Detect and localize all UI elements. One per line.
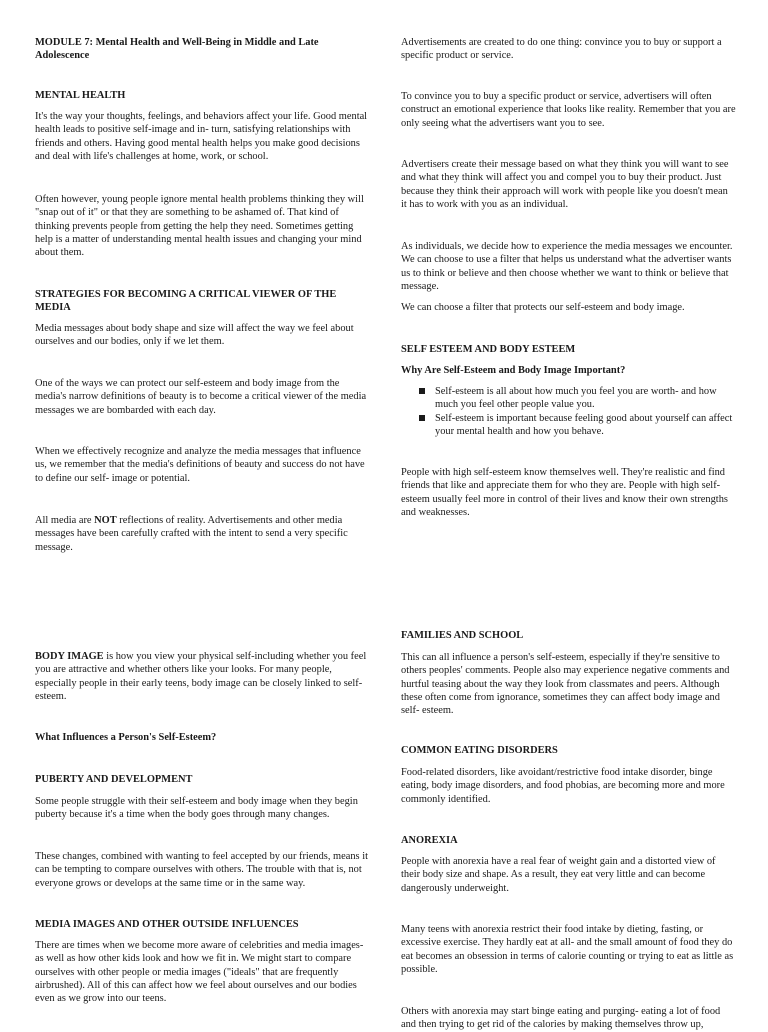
puberty-paragraph-2: These changes, combined with wanting to feel accepted by our friends, means it can be tempting to compare ourselves with others. The trouble with that is, not everyone grows or develops at the same time or in the same way. (35, 851, 368, 889)
bullet-item (401, 385, 736, 412)
ads-paragraph-3: Advertisers create their message based on what they think you will want to see and what they think will affect you and compel you to buy their product. Just because they think their approach will work with people like you doesn't mean it has to work with you as an individual. (401, 159, 729, 210)
high-self-esteem-paragraph: People with high self-esteem know themselves well. They're realistic and find friends that like and appreciate them for who they are. People with high self-esteem usually feel more in control of their lives and know their own strengths and weaknesses. (401, 467, 728, 518)
strategies-paragraph-4 (35, 514, 370, 554)
self-esteem-bullet-list (401, 385, 736, 438)
eating-disorders-heading: COMMON EATING DISORDERS (401, 745, 558, 756)
bullet-text: Self-esteem is important because feeling good about yourself can affect your mental health and how you behave. (435, 412, 733, 437)
media-images-heading: MEDIA IMAGES AND OTHER OUTSIDE INFLUENCES (35, 919, 299, 930)
anorexia-paragraph-3: Others with anorexia may start binge eating and purging- eating a lot of food and then trying to get rid of the calories by making themselves throw up, (401, 1006, 721, 1031)
strategies-paragraph-4-post: reflections of reality. Advertisements and other media messages have been carefully crafted with the intent to send a very specific message. (35, 515, 348, 553)
why-important-heading: Why Are Self-Esteem and Body Image Important? (401, 365, 626, 376)
strategies-paragraph-4-pre: All media are (35, 515, 95, 526)
strategies-paragraph-2: One of the ways we can protect our self-esteem and body image from the media's narrow definitions of beauty is to become a critical viewer of the media messages we are bombarded with each day. (35, 378, 367, 416)
square-bullet-icon (419, 415, 425, 421)
square-bullet-icon (419, 388, 425, 394)
families-heading: FAMILIES AND SCHOOL (401, 630, 524, 641)
module-title: MODULE 7: Mental Health and Well-Being in Middle and Late Adolescence (35, 37, 319, 62)
anorexia-paragraph-1: People with anorexia have a real fear of weight gain and a distorted view of their body size and shape. As a result, they eat very little and can become dangerously underweight. (401, 856, 716, 894)
body-image-paragraph (35, 650, 370, 703)
influences-heading: What Influences a Person's Self-Esteem? (35, 732, 217, 743)
puberty-paragraph-1: Some people struggle with their self-esteem and body image when they begin puberty because it's a time when the body goes through many changes. (35, 796, 358, 821)
bullet-item (401, 412, 736, 439)
puberty-heading: PUBERTY AND DEVELOPMENT (35, 774, 193, 785)
mental-health-paragraph-1: It's the way your thoughts, feelings, and behaviors affect your life. Good mental health leads to positive self-image and in- turn, satisfying relationships with friends and others. Having good mental health helps you make good decisions and deal with life's challenges at home, work, or school. (35, 111, 368, 162)
strategies-paragraph-3: When we effectively recognize and analyze the media messages that influence us, we remember that the media's definitions of beauty and success do not have to define our self- image or potential. (35, 446, 365, 484)
ads-paragraph-4: As individuals, we decide how to experience the media messages we encounter. We can choose to use a filter that helps us understand what the advertiser wants us to think or believe and then choose whether we want to think or believe that message. (401, 241, 733, 292)
anorexia-paragraph-2: Many teens with anorexia restrict their food intake by dieting, fasting, or excessive exercise. They hardly eat at all- and the small amount of food they do eat becomes an obsession in terms of calorie counting or trying to eat as little as possible. (401, 924, 734, 975)
body-image-term: BODY IMAGE (35, 651, 104, 662)
strategies-heading: STRATEGIES FOR BECOMING A CRITICAL VIEWER OF THE MEDIA (35, 289, 337, 314)
media-images-paragraph: There are times when we become more aware of celebrities and media images-as well as how other kids look and how we fit in. We might start to compare ourselves with other people or media images ("ideals" that are frequently airbrushed). All of this can affect how we feel about ourselves and our bodies even as we grow into our teens. (35, 940, 364, 1005)
ads-paragraph-1: Advertisements are created to do one thing: convince you to buy or support a specific product or service. (401, 37, 722, 62)
mental-health-paragraph-2: Often however, young people ignore mental health problems thinking they will "snap out of it" or that they are something to be ashamed of. That kind of thinking prevents people from getting the help they need. Sometimes getting help is a matter of understanding mental health issues and changing your mind about them. (35, 194, 364, 259)
mental-health-heading: MENTAL HEALTH (35, 90, 126, 101)
anorexia-heading: ANOREXIA (401, 835, 458, 846)
self-esteem-heading: SELF ESTEEM AND BODY ESTEEM (401, 344, 576, 355)
body-image-definition: is how you view your physical self-including whether you feel you are attractive and whether others like your looks. For many people, especially people in their early teens, body image can be closely linked to self-esteem. (35, 651, 367, 702)
strategies-paragraph-4-bold: NOT (94, 515, 117, 526)
ads-paragraph-2: To convince you to buy a specific product or service, advertisers will often construct an emotional experience that looks like reality. Remember that you are only seeing what the advertisers want you to see. (401, 91, 736, 129)
ads-paragraph-5: We can choose a filter that protects our self-esteem and body image. (401, 302, 685, 313)
families-paragraph: This can all influence a person's self-esteem, especially if they're sensitive to others peoples' comments. People also may experience negative comments and hurtful teasing about the way they look from classmates and peers. Although these often come from ignorance, sometimes they can affect body image and self- esteem. (401, 652, 730, 717)
eating-disorders-paragraph: Food-related disorders, like avoidant/restrictive food intake disorder, binge eating, body image disorders, and food phobias, are becoming more and more commonly identified. (401, 767, 725, 805)
strategies-paragraph-1: Media messages about body shape and size will affect the way we feel about ourselves and our bodies, only if we let them. (35, 323, 354, 348)
bullet-text: Self-esteem is all about how much you feel you are worth- and how much you feel other people value you. (435, 386, 717, 411)
